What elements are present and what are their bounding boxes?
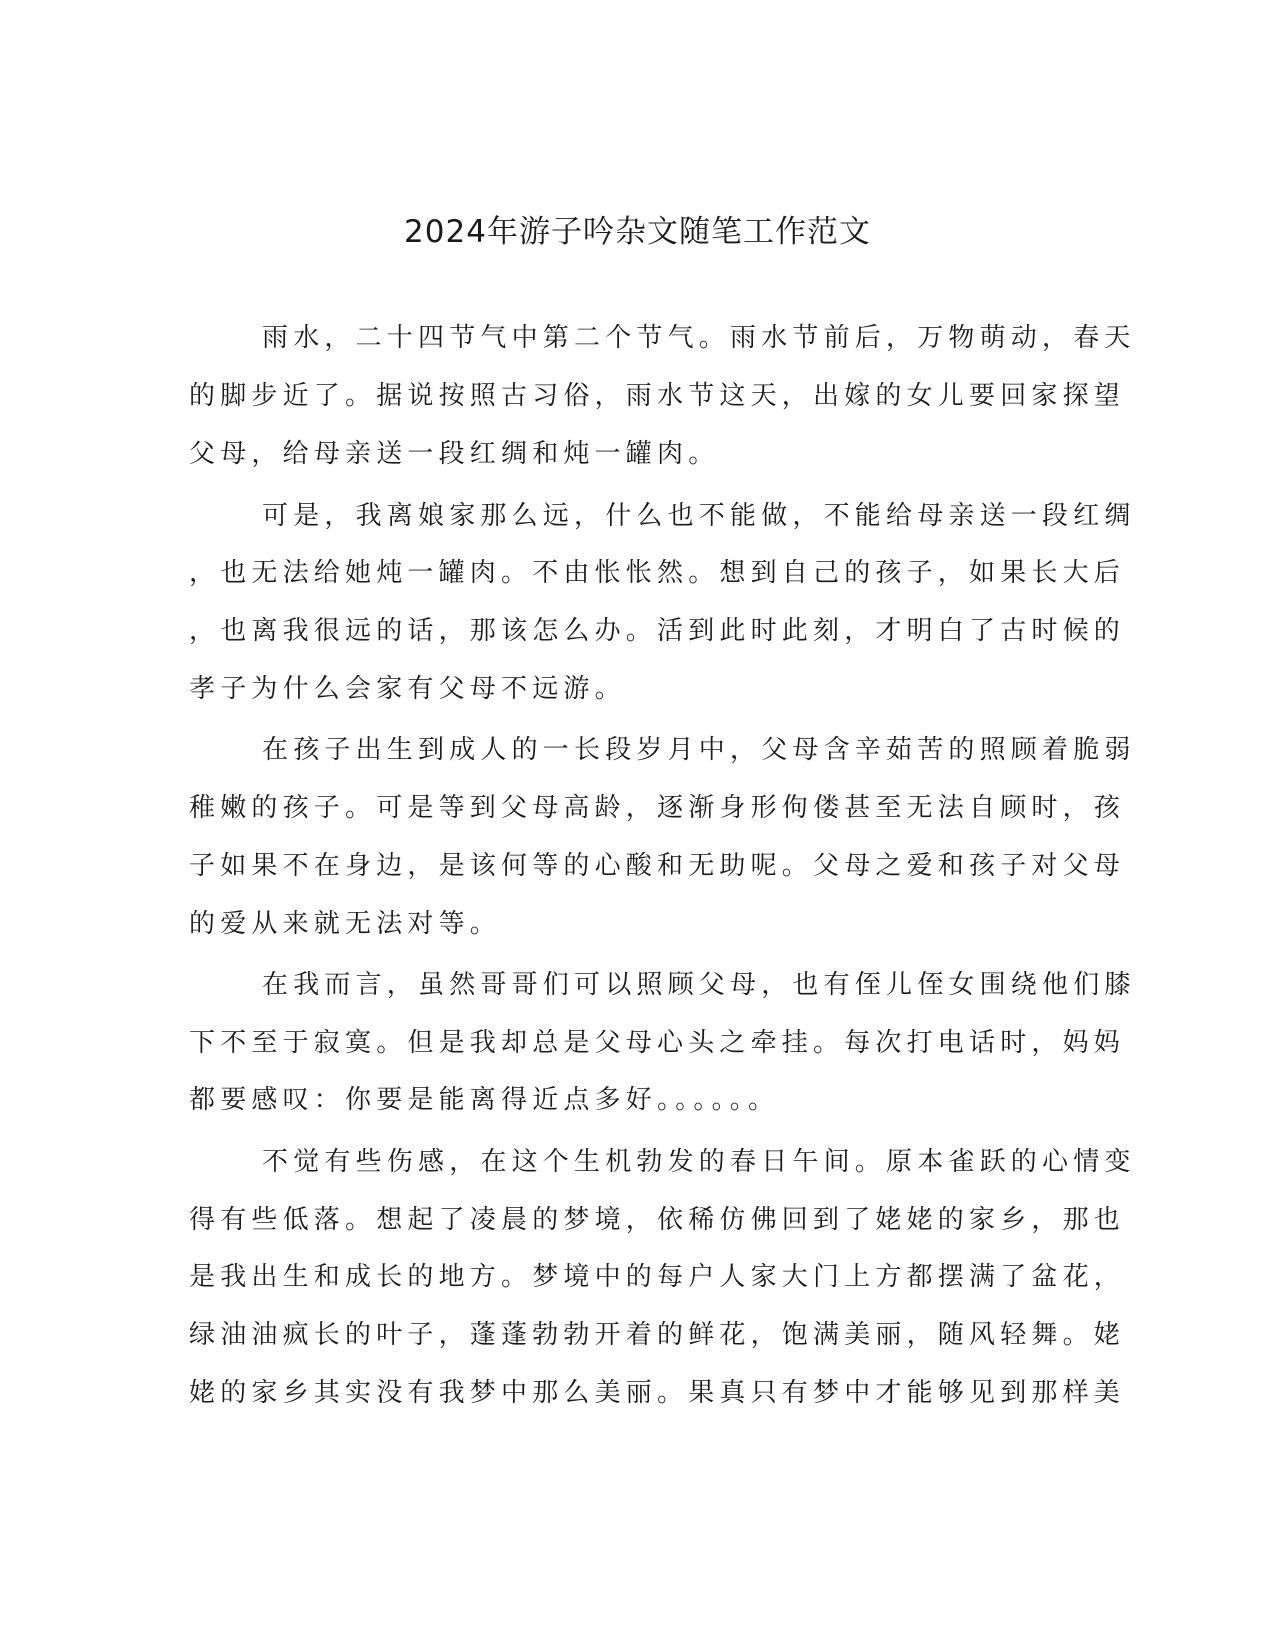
paragraph-3-line-1: 在孩子出生到成人的一长段岁月中，父母含辛茹苦的照顾着脆弱 bbox=[262, 735, 1136, 765]
paragraph-4-line-1: 在我而言，虽然哥哥们可以照顾父母，也有侄儿侄女围绕他们膝 bbox=[262, 970, 1136, 1000]
paragraph-4-line-3: 都要感叹：你要是能离得近点多好。。。。。。 bbox=[189, 1085, 780, 1115]
paragraph-1-line-2: 的脚步近了。据说按照古习俗，雨水节这天，出嫁的女儿要回家探望 bbox=[189, 381, 1126, 411]
paragraph-5-line-1: 不觉有些伤感，在这个生机勃发的春日午间。原本雀跃的心情变 bbox=[262, 1147, 1136, 1177]
document-title: 2024年游子吟杂文随笔工作范文 bbox=[404, 214, 871, 250]
paragraph-2-line-1: 可是，我离娘家那么远，什么也不能做，不能给母亲送一段红绸 bbox=[262, 501, 1136, 531]
paragraph-3-line-2: 稚嫩的孩子。可是等到父母高龄，逐渐身形佝偻甚至无法自顾时，孩 bbox=[189, 793, 1126, 823]
paragraph-2-line-4: 孝子为什么会家有父母不远游。 bbox=[189, 674, 626, 704]
paragraph-4-line-2: 下不至于寂寞。但是我却总是父母心头之牵挂。每次打电话时，妈妈 bbox=[189, 1028, 1126, 1058]
paragraph-2-line-3: ，也离我很远的话，那该怎么办。活到此时此刻，才明白了古时候的 bbox=[189, 616, 1126, 646]
paragraph-3-line-4: 的爱从来就无法对等。 bbox=[189, 909, 502, 939]
paragraph-5-line-2: 得有些低落。想起了凌晨的梦境，依稀仿佛回到了姥姥的家乡，那也 bbox=[189, 1205, 1126, 1235]
paragraph-1-line-1: 雨水，二十四节气中第二个节气。雨水节前后，万物萌动，春天 bbox=[262, 323, 1136, 353]
paragraph-1-line-3: 父母，给母亲送一段红绸和炖一罐肉。 bbox=[189, 439, 720, 469]
paragraph-5-line-3: 是我出生和成长的地方。梦境中的每户人家大门上方都摆满了盆花， bbox=[189, 1262, 1126, 1292]
paragraph-5-line-4: 绿油油疯长的叶子，蓬蓬勃勃开着的鲜花，饱满美丽，随风轻舞。姥 bbox=[189, 1320, 1126, 1350]
paragraph-5-line-5: 姥的家乡其实没有我梦中那么美丽。果真只有梦中才能够见到那样美 bbox=[189, 1378, 1126, 1408]
paragraph-2-line-2: ，也无法给她炖一罐肉。不由怅怅然。想到自己的孩子，如果长大后 bbox=[189, 558, 1126, 588]
paragraph-3-line-3: 子如果不在身边，是该何等的心酸和无助呢。父母之爱和孩子对父母 bbox=[189, 851, 1126, 881]
